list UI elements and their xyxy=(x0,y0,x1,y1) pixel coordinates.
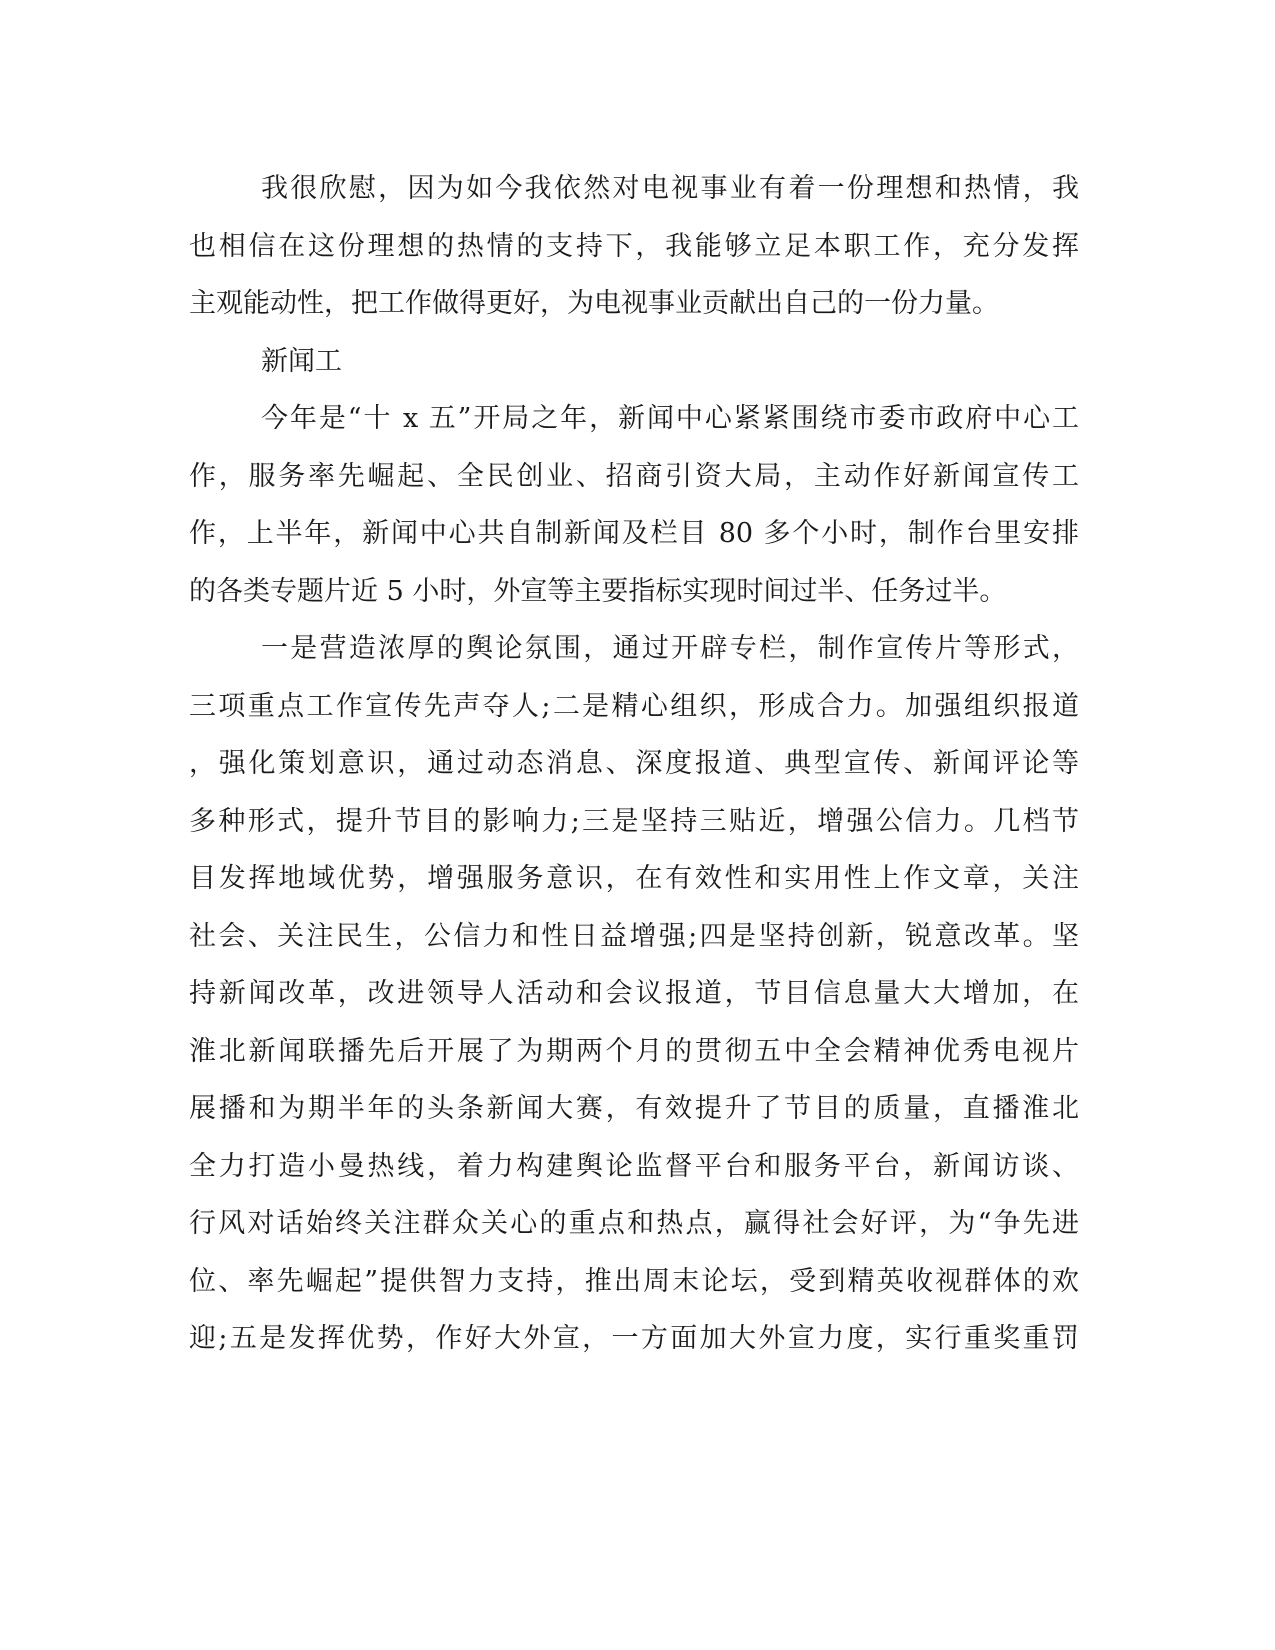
text-line: 多种形式，提升节目的影响力;三是坚持三贴近，增强公信力。几档节 xyxy=(189,805,1079,837)
text-line: 全力打造小曼热线，着力构建舆论监督平台和服务平台，新闻访谈、 xyxy=(189,1150,1079,1182)
section-heading: 新闻工 xyxy=(261,345,342,377)
paragraph-tv-ideal xyxy=(189,160,1079,333)
text-line: 位、率先崛起”提供智力支持，推出周末论坛，受到精英收视群体的欢 xyxy=(189,1265,1079,1297)
document-body xyxy=(189,160,1079,1368)
text-line: 一是营造浓厚的舆论氛围，通过开辟专栏，制作宣传片等形式， xyxy=(261,633,1079,664)
text-line: 今年是“十 x 五”开局之年，新闻中心紧紧围绕市委市政府中心工 xyxy=(261,403,1079,434)
text-line: 淮北新闻联播先后开展了为期两个月的贯彻五中全会精神优秀电视片 xyxy=(189,1035,1079,1067)
text-line: 持新闻改革，改进领导人活动和会议报道，节目信息量大大增加，在 xyxy=(189,978,1079,1009)
text-line: 作，上半年，新闻中心共自制新闻及栏目 80 多个小时，制作台里安排 xyxy=(189,518,1079,549)
text-line: 行风对话始终关注群众关心的重点和热点，赢得社会好评，为“争先进 xyxy=(189,1208,1079,1239)
text-line: 作，服务率先崛起、全民创业、招商引资大局，主动作好新闻宣传工 xyxy=(189,460,1079,492)
text-line: 主观能动性，把工作做得更好，为电视事业贡献出自己的一份力量。 xyxy=(189,288,999,319)
heading-news-work xyxy=(189,333,1079,391)
text-line: 展播和为期半年的头条新闻大赛，有效提升了节目的质量，直播淮北 xyxy=(189,1093,1079,1124)
paragraph-news-overview xyxy=(189,390,1079,620)
text-line: 迎;五是发挥优势，作好大外宣，一方面加大外宣力度，实行重奖重罚 xyxy=(189,1323,1079,1354)
text-line: 目发挥地域优势，增强服务意识，在有效性和实用性上作文章，关注 xyxy=(189,863,1079,894)
text-line: 三项重点工作宣传先声夺人;二是精心组织，形成合力。加强组织报道 xyxy=(189,690,1079,722)
text-line: ，强化策划意识，通过动态消息、深度报道、典型宣传、新闻评论等 xyxy=(189,748,1079,779)
text-line: 我很欣慰，因为如今我依然对电视事业有着一份理想和热情，我 xyxy=(261,173,1079,204)
text-line: 社会、关注民生，公信力和性日益增强;四是坚持创新，锐意改革。坚 xyxy=(189,920,1079,952)
text-line: 的各类专题片近 5 小时，外宣等主要指标实现时间过半、任务过半。 xyxy=(189,575,1007,607)
paragraph-news-measures xyxy=(189,620,1079,1368)
text-line: 也相信在这份理想的热情的支持下，我能够立足本职工作，充分发挥 xyxy=(189,230,1079,262)
